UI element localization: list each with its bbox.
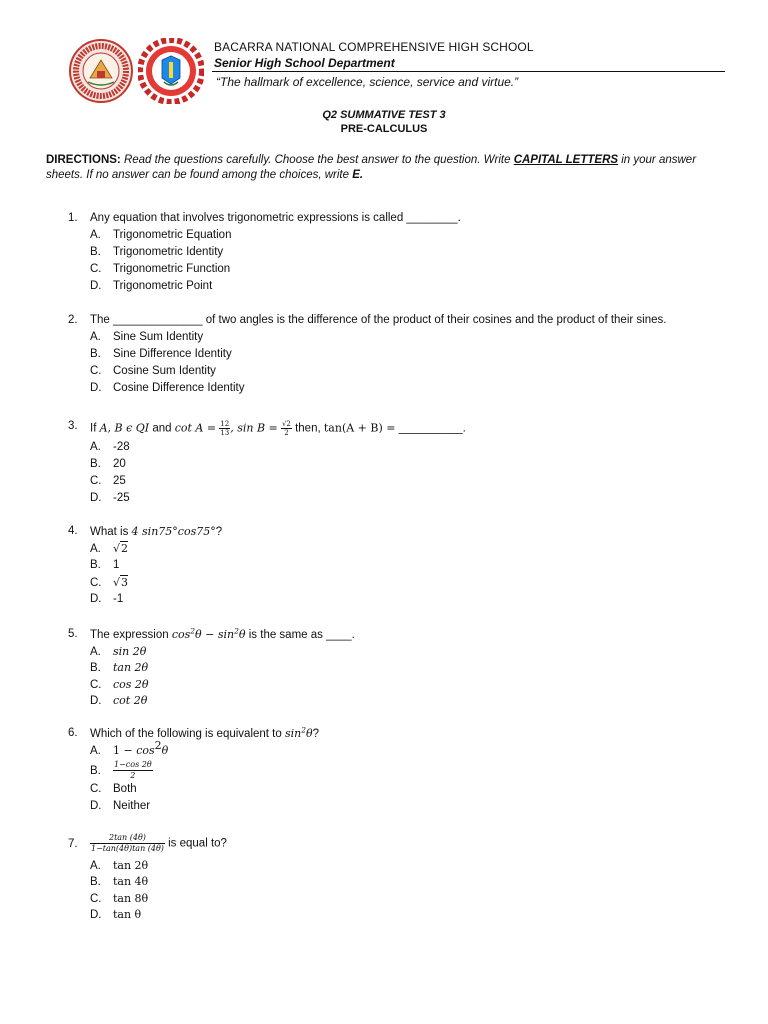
option-a[interactable] [90, 645, 146, 658]
option-c[interactable] [90, 475, 126, 487]
option-letter: D. [90, 800, 102, 812]
option-d[interactable] [90, 492, 130, 504]
option-c[interactable] [90, 892, 148, 905]
option-text: 3 [121, 576, 129, 589]
subject-title: PRE-CALCULUS [340, 123, 428, 135]
option-c[interactable] [90, 678, 149, 691]
option-d[interactable] [90, 280, 212, 292]
option-b[interactable] [90, 246, 223, 258]
department-gear-logo [138, 38, 204, 104]
sqrt-symbol: √ [113, 542, 121, 555]
option-a[interactable] [90, 859, 148, 872]
sqrt-symbol: √ [113, 576, 121, 589]
option-d[interactable] [90, 382, 244, 394]
school-name: BACARRA NATIONAL COMPREHENSIVE HIGH SCHOOL [214, 40, 534, 54]
option-d[interactable] [90, 908, 141, 921]
option-b[interactable] [90, 760, 153, 781]
question-text [90, 420, 466, 437]
school-motto: “The hallmark of excellence, science, service and virtue.” [216, 75, 519, 89]
fraction-denominator: 1−tan(4θ)tan (4θ) [91, 844, 164, 853]
q6-expression [285, 727, 313, 740]
question-number: 5. [68, 628, 78, 640]
q6-text-post: ? [312, 728, 320, 740]
directions-block [46, 153, 736, 183]
question-text [90, 727, 319, 740]
q3-if: If [90, 422, 97, 435]
q5-text-post: is the same as ____. [248, 629, 355, 641]
option-b[interactable] [90, 875, 148, 888]
option-letter: C. [90, 679, 102, 691]
option-d[interactable] [90, 593, 123, 605]
option-letter: B. [90, 458, 101, 470]
q6-text-pre: Which of the following is equivalent to [90, 728, 282, 740]
option-text: tan 4θ [113, 875, 149, 888]
q4-text-post: ? [215, 526, 223, 538]
option-text: Cosine Difference Identity [113, 382, 245, 394]
option-letter: D. [90, 280, 102, 292]
directions-text-2: in your answer sheets. If no answer can be found among the choices, write [46, 154, 697, 181]
option-letter: D. [90, 695, 102, 707]
q4-expression: 4 sin75°cos75° [131, 525, 216, 538]
option-letter: C. [90, 577, 102, 589]
option-letter: B. [90, 559, 101, 571]
q3-blank: __________. [398, 422, 466, 435]
option-letter: D. [90, 909, 102, 921]
option-c[interactable] [90, 365, 216, 377]
fraction-numerator: √2 [281, 420, 291, 428]
option-letter: C. [90, 475, 102, 487]
question-text [90, 525, 222, 538]
exponent: 2 [190, 626, 196, 636]
option-b[interactable] [90, 348, 232, 360]
option-text: Trigonometric Equation [113, 229, 232, 241]
directions-text-1: Read the questions carefully. Choose the best answer to the question. Write [123, 154, 511, 166]
q7-fraction [90, 833, 165, 854]
option-text: tan 8θ [113, 892, 149, 905]
option-letter: B. [90, 246, 101, 258]
directions-label: DIRECTIONS: [46, 154, 121, 166]
option-text: 1 [113, 559, 120, 571]
header-divider [212, 71, 725, 72]
option-text: θ [161, 744, 169, 757]
q4-text-pre: What is [90, 526, 129, 538]
option-b[interactable] [90, 661, 148, 674]
test-title: Q2 SUMMATIVE TEST 3 [322, 109, 446, 121]
option-text: tan θ [113, 908, 142, 921]
option-letter: B. [90, 764, 101, 777]
expr-part: θ [238, 628, 246, 641]
option-a[interactable] [90, 331, 203, 343]
school-seal-logo [68, 38, 134, 104]
option-text: cos 2θ [113, 678, 149, 691]
fraction-numerator: 1−cos 2θ [114, 760, 152, 769]
option-text: cos [136, 744, 155, 757]
expr-part: sin [284, 727, 302, 740]
question-number: 4. [68, 525, 78, 537]
option-text: Trigonometric Function [113, 263, 231, 275]
fraction-denominator: 13 [220, 429, 230, 437]
option-letter: B. [90, 876, 101, 888]
option-text: Cosine Sum Identity [113, 365, 216, 377]
question-text [90, 628, 355, 641]
expr-part: cos [171, 628, 191, 641]
question-number: 7. [68, 838, 78, 850]
q3-tan: tan(A + B) = [323, 421, 396, 435]
option-a[interactable] [90, 542, 128, 555]
fraction-numerator: 12 [220, 420, 230, 428]
option-c[interactable] [90, 783, 137, 795]
question-number: 3. [68, 420, 78, 432]
option-text: Both [113, 783, 137, 795]
option-letter: A. [90, 543, 101, 555]
option-letter: D. [90, 382, 102, 394]
option-letter: A. [90, 331, 101, 343]
q3-sin: , sin B = [230, 421, 278, 435]
option-text: tan 2θ [113, 661, 149, 674]
option-fraction [113, 760, 153, 781]
option-text: tan 2θ [113, 859, 149, 872]
fraction-denominator: 2 [130, 771, 136, 780]
q5-text-pre: The expression [90, 629, 169, 641]
exponent: 2 [301, 725, 307, 735]
question-number: 1. [68, 212, 78, 224]
option-text: cot 2θ [113, 694, 148, 707]
option-letter: D. [90, 593, 102, 605]
option-text: -28 [113, 441, 130, 453]
question-text [90, 833, 227, 854]
option-letter: A. [90, 441, 101, 453]
option-letter: C. [90, 365, 102, 377]
option-text: Sine Sum Identity [113, 331, 204, 343]
expr-part: θ − sin [195, 628, 235, 641]
question-text: The ______________ of two angles is the difference of the product of their cosines and the product of their sines. [90, 314, 667, 326]
option-text: Trigonometric Point [113, 280, 213, 292]
option-letter: C. [90, 893, 102, 905]
option-text: 25 [113, 475, 126, 487]
option-letter: A. [90, 229, 101, 241]
q3-cot: cot A = [174, 421, 217, 435]
option-b[interactable] [90, 458, 126, 470]
option-text: Trigonometric Identity [113, 246, 224, 258]
option-letter: D. [90, 492, 102, 504]
question-number: 6. [68, 727, 78, 739]
option-letter: B. [90, 662, 101, 674]
department-name: Senior High School Department [214, 56, 395, 70]
option-text: -25 [113, 492, 130, 504]
option-text: 1 − [113, 744, 137, 757]
option-text: 2 [121, 542, 129, 555]
directions-emphasis: CAPITAL LETTERS [513, 154, 619, 166]
option-c[interactable] [90, 263, 230, 275]
option-c[interactable] [90, 576, 128, 589]
expr-part: θ [306, 727, 313, 740]
q7-text-post: is equal to? [168, 837, 227, 850]
option-b[interactable] [90, 559, 119, 571]
q3-and: and [152, 422, 172, 435]
option-a[interactable] [90, 229, 231, 241]
fraction-denominator: 2 [284, 429, 289, 437]
option-text: Sine Difference Identity [113, 348, 232, 360]
option-text: 20 [113, 458, 126, 470]
exponent: 2 [154, 739, 162, 753]
option-letter: A. [90, 745, 101, 757]
option-text: -1 [113, 593, 124, 605]
option-letter: C. [90, 263, 102, 275]
directions-answer-letter: E. [352, 169, 364, 181]
option-letter: A. [90, 646, 101, 658]
option-a[interactable] [90, 441, 130, 453]
q3-then: then, [295, 422, 321, 435]
option-letter: B. [90, 348, 101, 360]
q3-sets: A, B ϵ QI [99, 421, 150, 435]
question-text: Any equation that involves trigonometric expressions is called ________. [90, 212, 461, 224]
q3-cot-fraction [219, 420, 230, 437]
q3-sin-fraction [281, 420, 292, 437]
exponent: 2 [234, 626, 239, 636]
option-letter: C. [90, 783, 102, 795]
option-text: Neither [113, 800, 151, 812]
question-number: 2. [68, 314, 78, 326]
option-d[interactable] [90, 800, 150, 812]
q5-expression [172, 628, 246, 641]
option-a[interactable] [90, 739, 169, 757]
fraction-numerator: 2tan (4θ) [90, 833, 165, 844]
option-d[interactable] [90, 694, 147, 707]
option-letter: A. [90, 860, 101, 872]
option-text: sin 2θ [113, 645, 147, 658]
